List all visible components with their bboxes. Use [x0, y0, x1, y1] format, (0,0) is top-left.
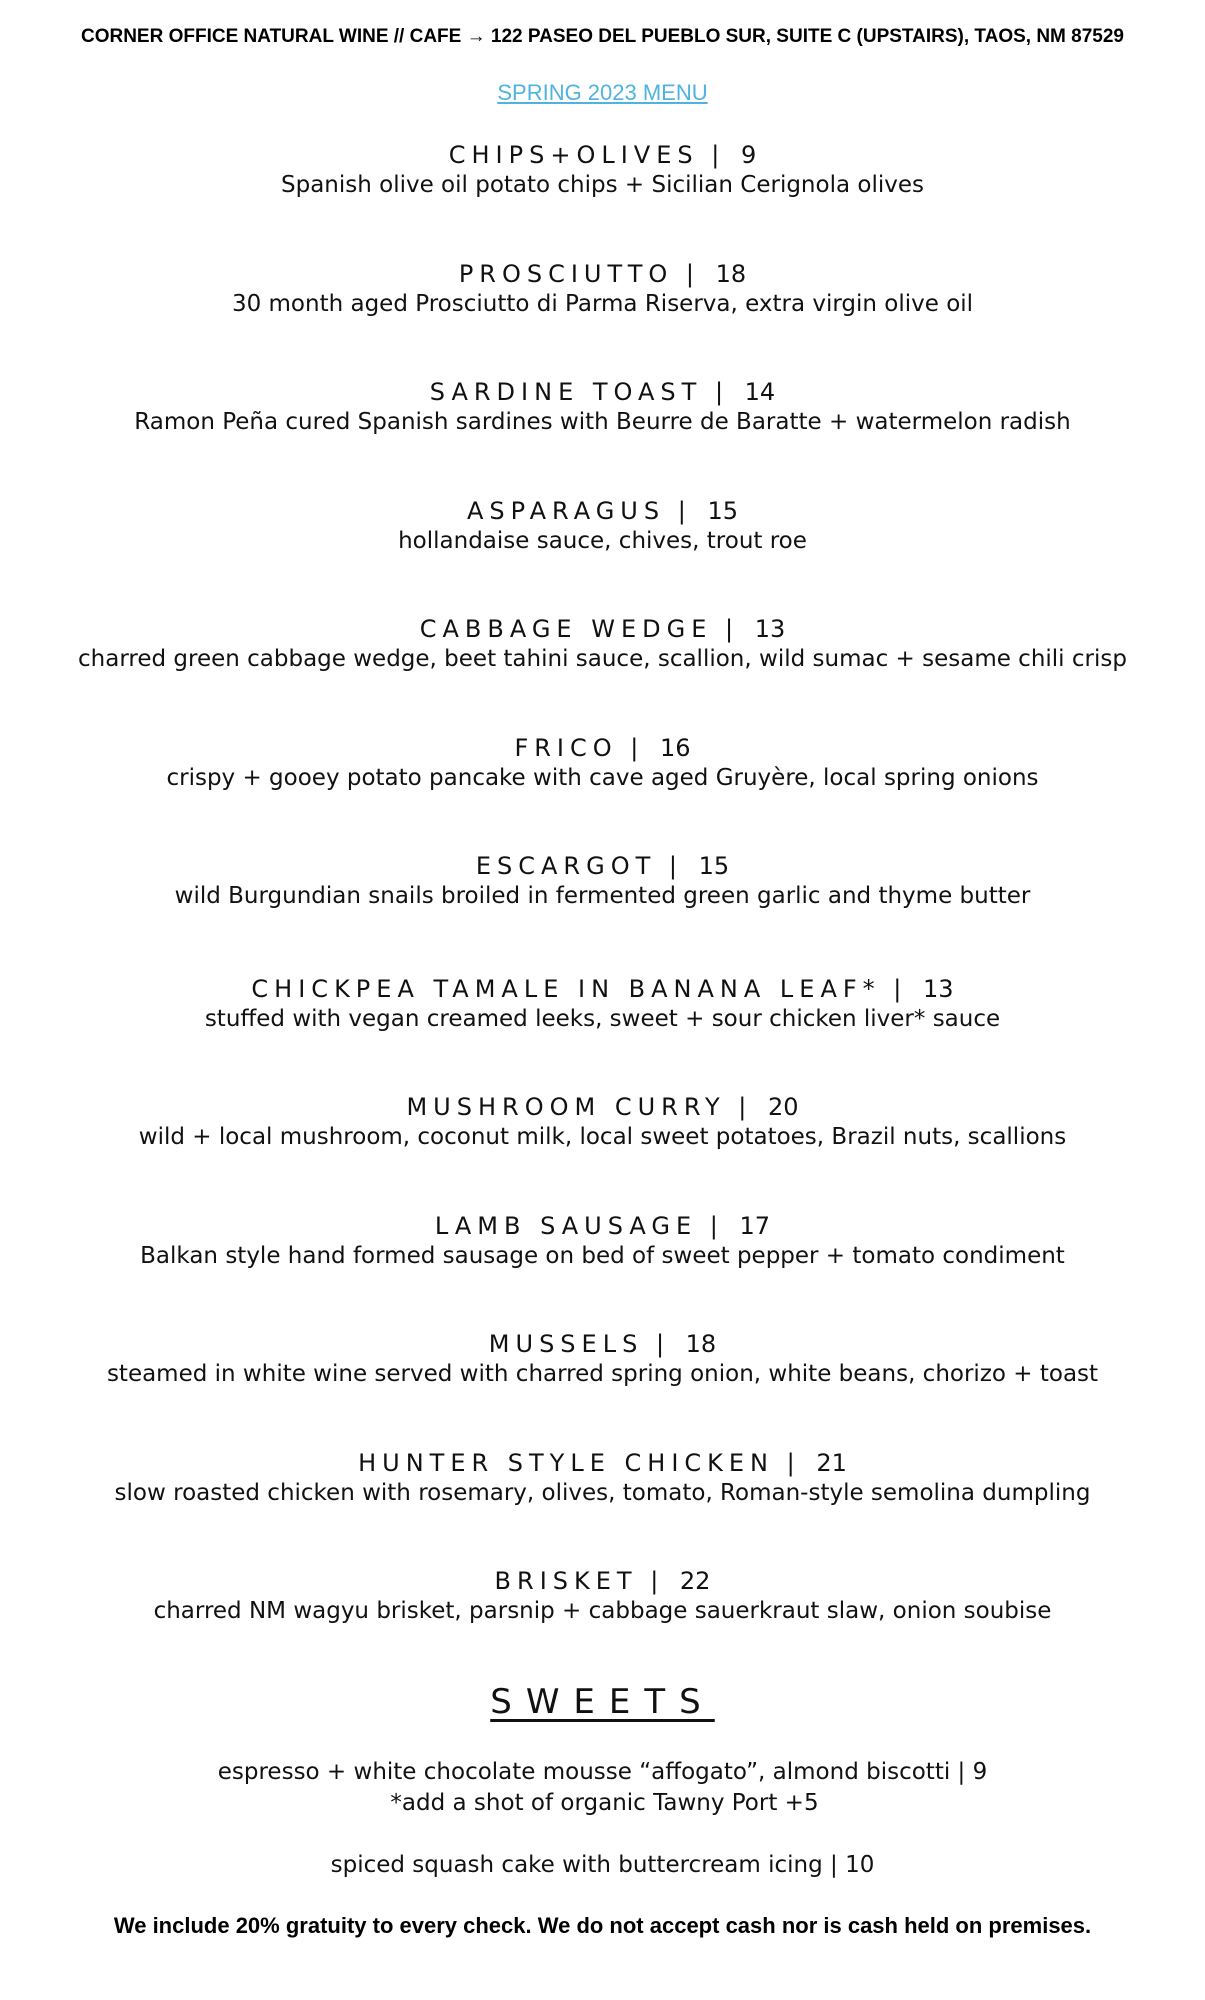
- menu-item-price: 13: [754, 615, 786, 643]
- menu-item: [0, 377, 1205, 438]
- menu-item-name: CABBAGE WEDGE: [419, 615, 713, 643]
- menu-item: [0, 1566, 1205, 1627]
- menu-item-title: [0, 1448, 1205, 1478]
- price-separator: |: [656, 852, 695, 880]
- menu-item-title: [0, 1211, 1205, 1241]
- price-separator: |: [712, 615, 751, 643]
- price-separator: |: [702, 378, 741, 406]
- menu-item-price: 21: [816, 1449, 847, 1477]
- menu-item-name: ESCARGOT: [475, 852, 657, 880]
- menu-item-title: [0, 140, 1205, 170]
- menu-item-name: PROSCIUTTO: [458, 260, 674, 288]
- menu-item-name: BRISKET: [494, 1567, 638, 1595]
- menu-item-title: [0, 259, 1205, 289]
- address-header: CORNER OFFICE NATURAL WINE // CAFE → 122 PASEO DEL PUEBLO SUR, SUITE C (UPSTAIRS), TAOS, NM 87529: [80, 26, 1124, 47]
- price-separator: |: [697, 1212, 736, 1240]
- menu-item-price: 15: [707, 497, 738, 525]
- price-separator: |: [725, 1093, 764, 1121]
- price-separator: |: [665, 497, 704, 525]
- menu-item: [0, 733, 1205, 794]
- sweet-item-affogato: [0, 1757, 1205, 1819]
- season-menu-link[interactable]: SPRING 2023 MENU: [497, 80, 708, 105]
- menu-item-price: 18: [685, 1330, 717, 1358]
- menu-item-title: [0, 377, 1205, 407]
- menu-item-description: wild + local mushroom, coconut milk, local sweet potatoes, Brazil nuts, scallions: [138, 1124, 1067, 1150]
- price-separator: |: [637, 1567, 676, 1595]
- menu-item-name: LAMB SAUSAGE: [434, 1212, 698, 1240]
- menu-item: [0, 614, 1205, 675]
- menu-item-title: [0, 1329, 1205, 1359]
- menu-item-description: Ramon Peña cured Spanish sardines with Beurre de Baratte + watermelon radish: [134, 409, 1071, 435]
- menu-item-price: 20: [767, 1093, 799, 1121]
- menu-item-name: ASPARAGUS: [467, 497, 666, 525]
- menu-item-description: charred green cabbage wedge, beet tahini sauce, scallion, wild sumac + sesame chili crisp: [78, 646, 1127, 672]
- menu-item-name: CHICKPEA TAMALE IN BANANA LEAF*: [251, 975, 881, 1003]
- menu-item-title: [0, 1566, 1205, 1596]
- menu-item-name: FRICO: [514, 734, 618, 762]
- menu-item-title: [0, 496, 1205, 526]
- menu-item-price: 13: [923, 975, 954, 1003]
- menu-item: [0, 1211, 1205, 1272]
- price-separator: |: [673, 260, 712, 288]
- menu-item-title: [0, 733, 1205, 763]
- menu-item-price: 14: [744, 378, 776, 406]
- menu-item: [0, 259, 1205, 320]
- menu-item-price: 15: [698, 852, 730, 880]
- sweets-heading: SWEETS: [490, 1682, 715, 1722]
- price-separator: |: [880, 975, 920, 1003]
- menu-item-price: 17: [739, 1212, 771, 1240]
- menu-item: [0, 1448, 1205, 1509]
- sweet-item-squash-cake: [0, 1850, 1205, 1881]
- menu-item-title: [0, 614, 1205, 644]
- sweet-item-text: spiced squash cake with buttercream icing | 10: [330, 1852, 875, 1878]
- menu-item-name: SARDINE TOAST: [429, 378, 703, 406]
- menu-item: [0, 140, 1205, 201]
- menu-item: [0, 1092, 1205, 1153]
- menu-item-price: 16: [660, 734, 691, 762]
- price-separator: |: [774, 1449, 813, 1477]
- menu-item-description: hollandaise sauce, chives, trout roe: [398, 528, 807, 554]
- menu-item-name: HUNTER STYLE CHICKEN: [358, 1449, 775, 1477]
- menu-item-description: Balkan style hand formed sausage on bed of sweet pepper + tomato condiment: [140, 1243, 1065, 1269]
- menu-item-price: 18: [715, 260, 747, 288]
- menu-item-description: charred NM wagyu brisket, parsnip + cabbage sauerkraut slaw, onion soubise: [153, 1598, 1052, 1624]
- menu-item-name: MUSSELS: [488, 1330, 644, 1358]
- menu-item: [0, 851, 1205, 912]
- sweet-item-text: espresso + white chocolate mousse “affogato”, almond biscotti | 9: [217, 1759, 988, 1785]
- menu-item-title: [0, 974, 1205, 1004]
- menu-item-description: stuffed with vegan creamed leeks, sweet + sour chicken liver* sauce: [204, 1006, 1001, 1032]
- menu-item-name: CHIPS+OLIVES: [448, 141, 699, 169]
- price-separator: |: [698, 141, 737, 169]
- menu-item-description: crispy + gooey potato pancake with cave aged Gruyère, local spring onions: [166, 765, 1039, 791]
- sweet-item-note: *add a shot of organic Tawny Port +5: [390, 1790, 819, 1816]
- menu-item-description: wild Burgundian snails broiled in fermented green garlic and thyme butter: [174, 883, 1031, 909]
- menu-item-price: 22: [679, 1567, 711, 1595]
- menu-item-title: [0, 1092, 1205, 1122]
- menu-item-description: steamed in white wine served with charred spring onion, white beans, chorizo + toast: [106, 1361, 1099, 1387]
- price-separator: |: [643, 1330, 682, 1358]
- menu-item-description: 30 month aged Prosciutto di Parma Riserva, extra virgin olive oil: [231, 291, 974, 317]
- menu-item: [0, 974, 1205, 1035]
- menu-item-description: slow roasted chicken with rosemary, olives, tomato, Roman-style semolina dumpling: [114, 1480, 1091, 1506]
- menu-item-description: Spanish olive oil potato chips + Sicilian Cerignola olives: [281, 172, 924, 198]
- gratuity-note: We include 20% gratuity to every check. We do not accept cash nor is cash held on premises.: [113, 1913, 1092, 1938]
- price-separator: |: [617, 734, 656, 762]
- menu-item: [0, 496, 1205, 557]
- menu-item-title: [0, 851, 1205, 881]
- menu-item-price: 9: [740, 141, 757, 169]
- menu-item: [0, 1329, 1205, 1390]
- menu-item-name: MUSHROOM CURRY: [406, 1093, 726, 1121]
